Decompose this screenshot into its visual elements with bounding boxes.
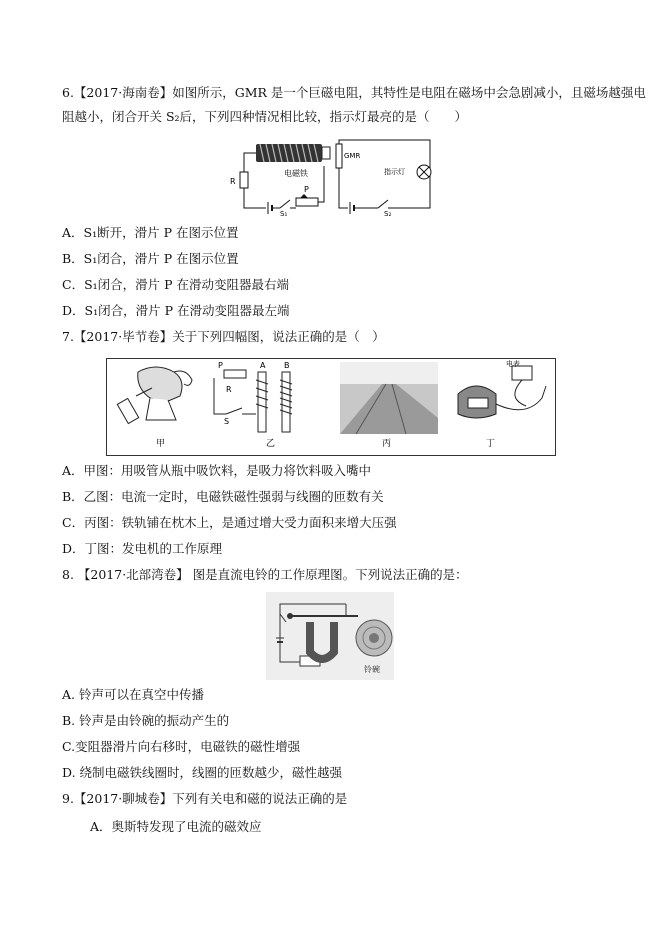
label-ding: 丁: [486, 439, 496, 449]
q9-option-a: A．奥斯特发现了电流的磁效应: [90, 819, 262, 834]
label-dianbiao: 电表: [506, 360, 520, 368]
label-yi-p: P: [218, 361, 223, 370]
q9-stem: 9.【2017·聊城卷】下列有关电和磁的说法正确的是: [62, 791, 348, 806]
gmr-resistor: [336, 144, 342, 168]
label-yi-b: B: [284, 361, 290, 370]
q8-bell-diagram: [266, 592, 394, 680]
q6-stem-line2: 阻越小，闭合开关 S₂后，下列四种情况相比较，指示灯最亮的是（ ）: [62, 109, 468, 124]
label-p: P: [304, 185, 309, 194]
q6-option-d: D．S₁闭合，滑片 P 在滑动变阻器最左端: [62, 303, 290, 318]
label-jia: 甲: [156, 439, 166, 449]
q7-option-a: A．甲图：用吸管从瓶中吸饮料，是吸力将饮料吸入嘴中: [62, 463, 372, 478]
q6-option-a: A．S₁断开，滑片 P 在图示位置: [62, 225, 239, 240]
q7-stem: 7.【2017·毕节卷】关于下列四幅图，说法正确的是（ ）: [62, 329, 385, 344]
q7-figure-panel: [106, 358, 556, 456]
label-yi-s: S: [224, 417, 230, 426]
electromagnet-coil: [256, 144, 322, 162]
label-gmr: GMR: [344, 152, 361, 160]
q8-bell-figure: [266, 592, 394, 680]
q8-option-a: A. 铃声可以在真空中传播: [62, 687, 204, 702]
switch-s1: [280, 200, 290, 208]
q6-option-c: C．S₁闭合，滑片 P 在滑动变阻器最右端: [62, 277, 289, 292]
q6-circuit-diagram: [224, 138, 436, 216]
q6-stem-line1: 6.【2017·海南卷】如图所示，GMR 是一个巨磁电阻，其特性是电阻在磁场中会急剧减小，且磁场越强电: [62, 85, 646, 100]
q7-four-figures: [106, 358, 556, 456]
slider-p: [300, 194, 308, 198]
label-yi: 乙: [266, 439, 276, 449]
resistor-r: [240, 172, 248, 188]
label-bell: 铃碗: [364, 665, 380, 674]
label-bing: 丙: [382, 439, 392, 449]
label-r: R: [230, 177, 236, 186]
q7-option-c: C．丙图：铁轨铺在枕木上，是通过增大受力面积来增大压强: [62, 515, 397, 530]
q6-circuit-figure: [224, 138, 436, 216]
rheostat: [296, 198, 318, 206]
q8-option-d: D. 绕制电磁铁线圈时，线圈的匝数越少，磁性越强: [62, 765, 343, 780]
label-yi-r: R: [226, 385, 232, 394]
switch-s2: [378, 200, 388, 208]
q8-option-c: C.变阻器滑片向右移时，电磁铁的磁性增强: [62, 739, 301, 754]
iron-core: [322, 147, 330, 159]
label-s1: S₁: [280, 210, 288, 216]
q8-option-b: B. 铃声是由铃碗的振动产生的: [62, 713, 230, 728]
label-lamp: 指示灯: [384, 168, 405, 176]
label-electromagnet: 电磁铁: [284, 169, 308, 178]
q6-option-b: B．S₁闭合，滑片 P 在图示位置: [62, 251, 239, 266]
label-s2: S₂: [384, 210, 392, 216]
q8-stem: 8. 【2017·北部湾卷】 图是直流电铃的工作原理图。下列说法正确的是：: [62, 567, 468, 582]
label-yi-a: A: [260, 361, 266, 370]
q7-option-d: D．丁图：发电机的工作原理: [62, 541, 223, 556]
q7-option-b: B．乙图：电流一定时，电磁铁磁性强弱与线圈的匝数有关: [62, 489, 384, 504]
